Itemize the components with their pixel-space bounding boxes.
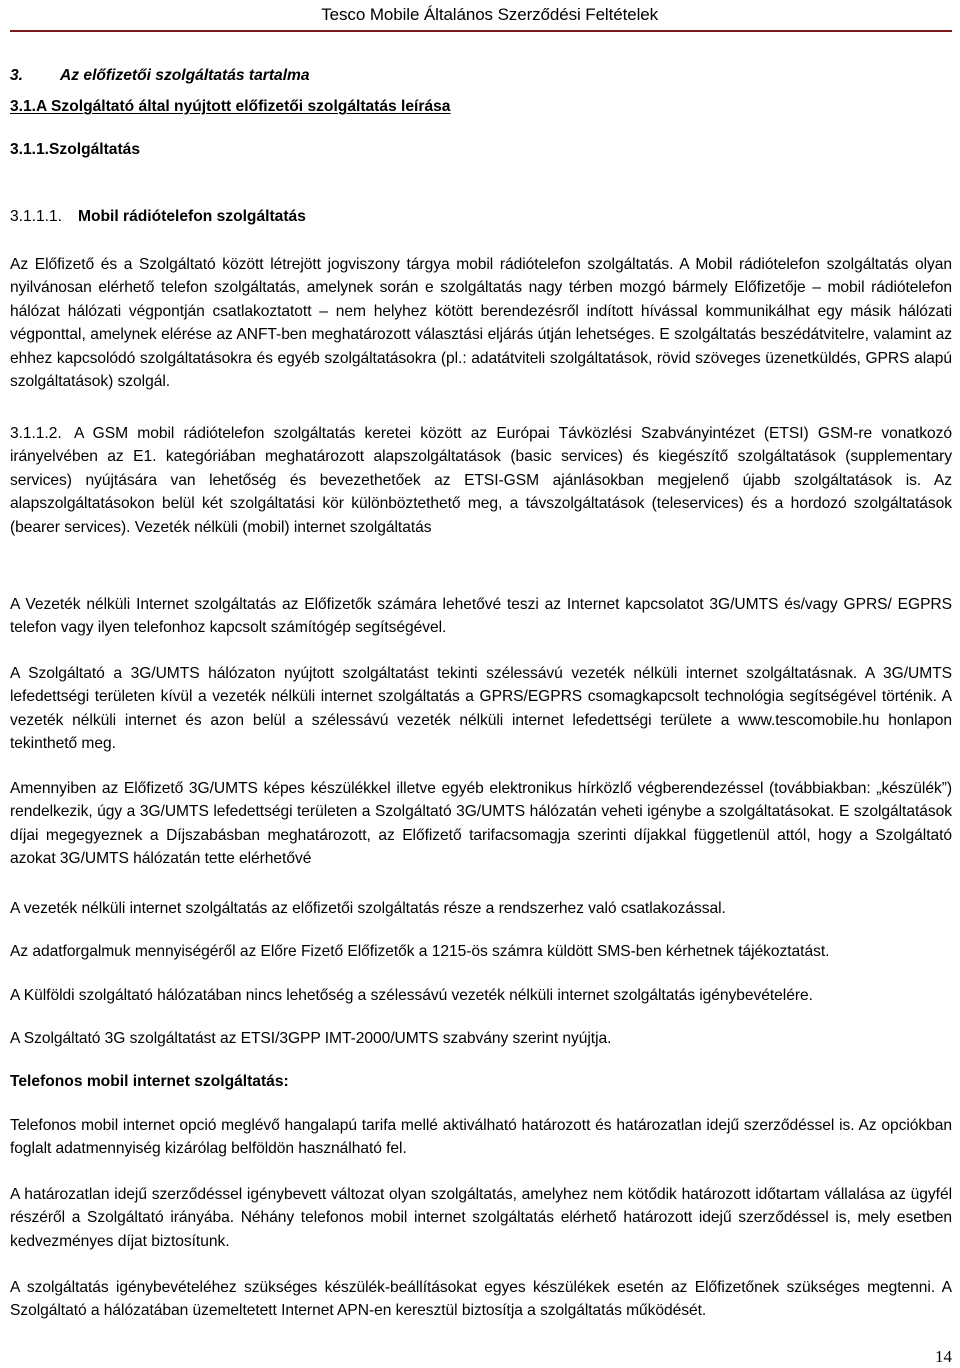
paragraph-9: A Szolgáltató 3G szolgáltatást az ETSI/3GPP IMT-2000/UMTS szabvány szerint nyújtja. [10, 1030, 612, 1047]
paragraph-2-number: 3.1.1.2. [10, 425, 62, 442]
header-title: Tesco Mobile Általános Szerződési Feltételek [321, 5, 658, 24]
paragraph-2 [10, 422, 952, 539]
heading-3-1-1-1 [10, 207, 306, 227]
heading-3-text: Az előfizetői szolgáltatás tartalma [60, 67, 310, 84]
paragraph-8: A Külföldi szolgáltató hálózatában nincs lehetőség a szélessávú vezeték nélküli internet szolgáltatás igénybevételére. [10, 987, 813, 1004]
paragraph-5: Amennyiben az Előfizető 3G/UMTS képes készülékkel illetve egyéb elektronikus hírközlő végberendezéssel (továbbiakban: „készülék”) rendelkezik, úgy a 3G/UMTS lefedettségi területen a Szolgáltató 3G/UMTS hálózatán veheti igénybe a szolgáltatásokat. E szolgáltatások díjai megegyeznek a Díjszabásban meghatározott, az Előfizető tarifacsomagja szerinti díjakkal függetlenül attól, hogy a Szolgáltató azokat 3G/UMTS hálózatán tette elérhetővé [10, 780, 952, 868]
paragraph-11: A határozatlan idejű szerződéssel igénybevett változat olyan szolgáltatás, amelyhez nem kötődik határozott időtartam vállalása az ügyfél részéről a Szolgáltató irányába. Néhány telefonos mobil internet szolgáltatás elérhető határozott idejű szerződéssel is, mely esetben kedvezményes díjat biztosítunk. [10, 1186, 952, 1250]
paragraph-4: A Szolgáltató a 3G/UMTS hálózaton nyújtott szolgáltatást tekinti szélessávú vezeték nélküli internet szolgáltatásnak. A 3G/UMTS lefedettségi területen kívül a vezeték nélküli internet szolgáltatás a GPRS/EGPRS csomagkapcsolt technológia segítségével történik. A vezeték nélküli internet és azon belül a szélessávú vezeték nélküli internet lefedettségi területe a www.tescomobile.hu honlapon tekinthető meg. [10, 665, 952, 753]
paragraph-6: A vezeték nélküli internet szolgáltatás az előfizetői szolgáltatás része a rendszerhez való csatlakozással. [10, 900, 726, 917]
heading-3-1: 3.1.A Szolgáltató által nyújtott előfizetői szolgáltatás leírása [10, 98, 451, 115]
page-number: 14 [935, 1347, 952, 1366]
paragraph-10: Telefonos mobil internet opció meglévő hangalapú tarifa mellé aktiválható határozott és határozatlan idejű szerződéssel is. Az opciókban foglalt adatmennyiség kizárólag belföldön használható fel. [10, 1117, 952, 1158]
header-rule [10, 30, 952, 32]
heading-3 [10, 66, 310, 86]
paragraph-1: Az Előfizető és a Szolgáltató között létrejött jogviszony tárgya mobil rádiótelefon szolgáltatás. A Mobil rádiótelefon szolgáltatás olyan nyilvánosan elérhető telefon szolgáltatás, amelynek során e szolgáltatás nagy térben mozgó bármely Előfizetője – mobil rádiótelefon hálózat hálózati végpontján csatlakoztatott – nem helyhez kötött berendezésről indított hívással kommunikálhat egy másik hálózati végponttal, amelynek elérése az ANFT-ben meghatározott választási eljárás útján lehetséges. E szolgáltatás beszédátvitelre, valamint az ehhez kapcsolódó szolgáltatásokra és egyéb szolgáltatásokra (pl.: adatátviteli szolgáltatások, rövid szöveges üzenetküldés, GPRS alapú szolgáltatások) szolgál. [10, 256, 952, 391]
heading-3-number: 3. [10, 67, 24, 84]
paragraph-7: Az adatforgalmuk mennyiségéről az Előre Fizető Előfizetők a 1215-ös számra küldött SMS-ben kérhetnek tájékoztatást. [10, 943, 830, 960]
heading-mobile-internet: Telefonos mobil internet szolgáltatás: [10, 1073, 289, 1090]
paragraph-2-text: A GSM mobil rádiótelefon szolgáltatás keretei között az Európai Távközlési Szabványintézet (ETSI) GSM-re vonatkozó irányelvében az E1. kategóriában meghatározott alapszolgáltatások (basic services) és kiegészítő szolgáltatások (supplementary services) nyújtására van lehetőség és bevezethetőek az ETSI-GSM ajánlásokban megjelenő újabb szolgáltatások is. Az alapszolgáltatásokon belül két szolgáltatási kör különböztethető meg, a távszolgáltatások (teleservices) és a hordozó szolgáltatások (bearer services). Vezeték nélküli (mobil) internet szolgáltatás [10, 425, 952, 536]
heading-3-1-1-1-number: 3.1.1.1. [10, 208, 63, 225]
paragraph-3: A Vezeték nélküli Internet szolgáltatás az Előfizetők számára lehetővé teszi az Internet kapcsolatot 3G/UMTS és/vagy GPRS/ EGPRS telefon vagy ilyen telefonhoz kapcsolt számítógép segítségével. [10, 596, 952, 637]
heading-3-1-1: 3.1.1.Szolgáltatás [10, 141, 141, 158]
paragraph-12: A szolgáltatás igénybevételéhez szükséges készülék-beállításokat egyes készülékek esetén az Előfizetőnek szükséges megtenni. A Szolgáltató a hálózatában üzemeltetett Internet APN-en keresztül biztosítja a szolgáltatás működését. [10, 1279, 952, 1320]
heading-3-1-1-1-text: Mobil rádiótelefon szolgáltatás [78, 208, 306, 225]
